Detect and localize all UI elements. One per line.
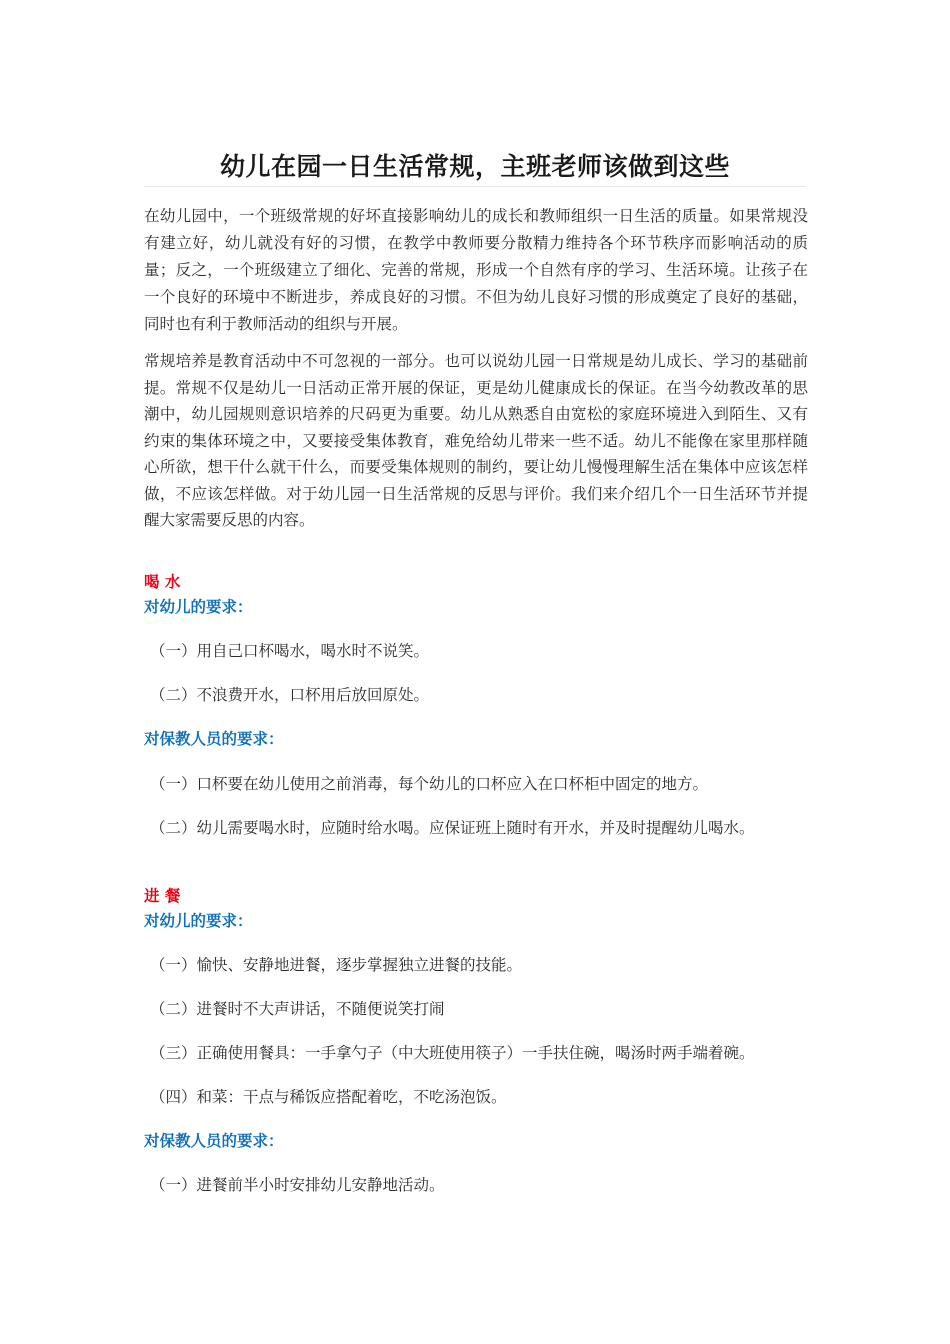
list-item: （三）正确使用餐具：一手拿勺子（中大班使用筷子）一手扶住碗，喝汤时两手端着碗。 — [150, 1044, 755, 1062]
intro-paragraph-2: 常规培养是教育活动中不可忽视的一部分。也可以说幼儿园一日常规是幼儿成长、学习的基础前提。常规不仅是幼儿一日活动正常开展的保证，更是幼儿健康成长的保证。在当今幼教改革的思潮中，幼儿园规则意识培养的尺码更为重要。幼儿从熟悉自由宽松的家庭环境进入到陌生、又有约束的集体环境之中，又要接受集体教育，难免给幼儿带来一些不适。幼儿不能像在家里那样随心所欲，想干什么就干什么，而要受集体规则的制约，要让幼儿慢慢理解生活在集体中应该怎样做，不应该怎样做。对于幼儿园一日生活常规的反思与评价。我们来介绍几个一日生活环节并提醒大家需要反思的内容。 — [144, 352, 808, 529]
list-item: （一）用自己口杯喝水，喝水时不说笑。 — [150, 642, 430, 660]
section-title-drinking: 喝 水 — [144, 573, 181, 591]
list-item: （四）和菜：干点与稀饭应搭配着吃，不吃汤泡饭。 — [150, 1088, 507, 1106]
list-item: （一）口杯要在幼儿使用之前消毒，每个幼儿的口杯应入在口杯柜中固定的地方。 — [150, 775, 709, 793]
list-item: （一）进餐前半小时安排幼儿安静地活动。 — [150, 1176, 445, 1194]
staff-requirements-heading: 对保教人员的要求： — [144, 1132, 284, 1150]
title-divider — [144, 186, 806, 187]
child-requirements-heading: 对幼儿的要求： — [144, 912, 253, 930]
child-requirements-heading: 对幼儿的要求： — [144, 598, 253, 616]
section-title-dining: 进 餐 — [144, 887, 181, 905]
list-item: （一）愉快、安静地进餐，逐步掌握独立进餐的技能。 — [150, 956, 523, 974]
list-item: （二）幼儿需要喝水时，应随时给水喝。应保证班上随时有开水，并及时提醒幼儿喝水。 — [150, 819, 755, 837]
staff-requirements-heading: 对保教人员的要求： — [144, 730, 284, 748]
list-item: （二）不浪费开水，口杯用后放回原处。 — [150, 686, 430, 704]
intro-paragraph-1: 在幼儿园中，一个班级常规的好坏直接影响幼儿的成长和教师组织一日生活的质量。如果常规没有建立好，幼儿就没有好的习惯，在教学中教师要分散精力维持各个环节秩序而影响活动的质量；反之，一个班级建立了细化、完善的常规，形成一个自然有序的学习、生活环境。让孩子在一个良好的环境中不断进步，养成良好的习惯。不但为幼儿良好习惯的形成奠定了良好的基础，同时也有利于教师活动的组织与开展。 — [144, 207, 808, 333]
list-item: （二）进餐时不大声讲话，不随便说笑打闹 — [150, 1000, 445, 1018]
article-title: 幼儿在园一日生活常规，主班老师该做到这些 — [219, 151, 730, 181]
